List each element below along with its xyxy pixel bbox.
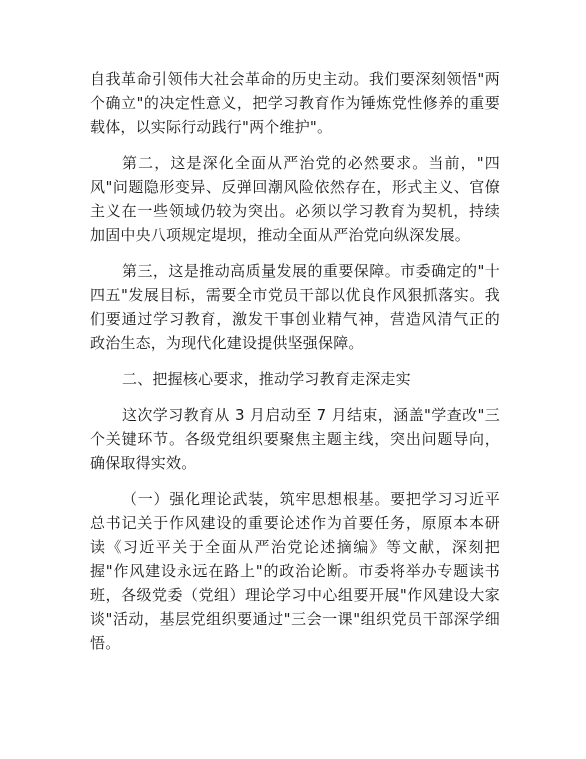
paragraph-point-two: 第二，这是深化全面从严治党的必然要求。当前，"四风"问题隐形变异、反弹回潮风险依然存在，形式主义、官僚主义在一些领域仍较为突出。必须以学习教育为契机，持续加固中央八项规定堤坝，推动全面从严治党向纵深发展。 [90, 154, 500, 244]
section-heading-two: 二、把握核心要求，推动学习教育走深走实 [122, 370, 411, 388]
paragraph-subsection-one: （一）强化理论武装，筑牢思想根基。要把学习习近平总书记关于作风建设的重要论述作为首要任务，原原本本研读《习近平关于全面从严治党论述摘编》等文献，深刻把握"作风建设永远在路上"的政治论断。市委将举办专题读书班，各级党委（党组）理论学习中心组要开展"作风建设大家谈"活动，基层党组织要通过"三会一课"组织党员干部深学细悟。 [90, 490, 500, 652]
paragraph-intro-continuation: 自我革命引领伟大社会革命的历史主动。我们要深刻领悟"两个确立"的决定性意义，把学习教育作为锤炼党性修养的重要载体，以实际行动践行"两个维护"。 [90, 70, 500, 136]
document-body [90, 67, 500, 667]
paragraph-schedule: 这次学习教育从 3 月启动至 7 月结束，涵盖"学查改"三个关键环节。各级党组织要聚焦主题主线，突出问题导向，确保取得实效。 [90, 406, 500, 472]
paragraph-point-three: 第三，这是推动高质量发展的重要保障。市委确定的"十四五"发展目标，需要全市党员干部以优良作风狠抓落实。我们要通过学习教育，激发干事创业精气神，营造风清气正的政治生态，为现代化建设提供坚强保障。 [90, 262, 500, 352]
